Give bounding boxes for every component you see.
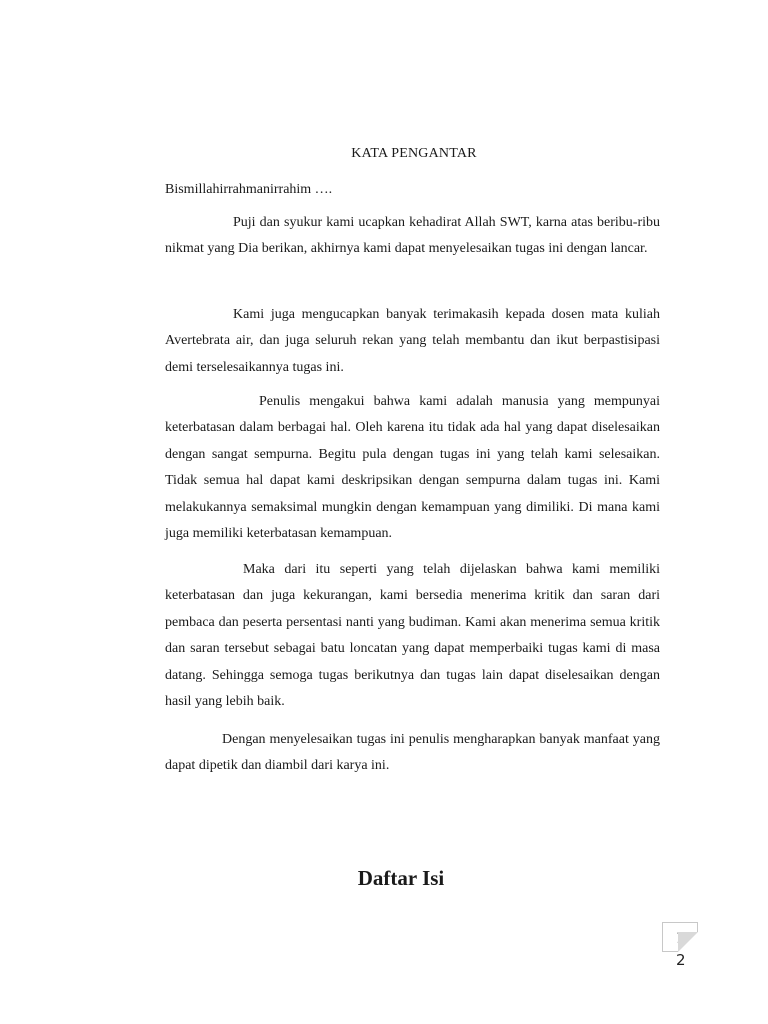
salutation: Bismillahirrahmanirrahim …. — [165, 182, 333, 197]
paragraph-3: Penulis mengakui bahwa kami adalah manusia yang mempunyai keterbatasan dalam berbagai hal. Oleh karena itu tidak ada hal yang dapat diselesaikan dengan sangat sempurna. Begitu pula dengan tugas ini yang telah kami selesaikan. Tidak semua hal dapat kami deskripsikan dengan sempurna dalam tugas ini. Kami melakukannya semaksimal mungkin dengan kemampuan yang dimiliki. Di mana kami juga memiliki keterbatasan kemampuan. — [165, 394, 660, 542]
page-number: 12 — [676, 929, 686, 969]
paragraph-2: Kami juga mengucapkan banyak terimakasih kepada dosen mata kuliah Avertebrata air, dan juga seluruh rekan yang telah membantu dan ikut berpastisipasi demi terselesaikannya tugas ini. — [165, 307, 660, 375]
paragraph-4: Maka dari itu seperti yang telah dijelaskan bahwa kami memiliki keterbatasan dan juga kekurangan, kami bersedia menerima kritik dan saran dari pembaca dan peserta persentasi nanti yang budiman. Kami akan menerima semua kritik dan saran tersebut sebagai batu loncatan yang dapat memperbaiki tugas kami di masa datang. Sehingga semoga tugas berikutnya dan tugas lain dapat diselesaikan dengan hasil yang lebih baik. — [165, 562, 660, 710]
table-of-contents-heading: Daftar Isi — [357, 866, 445, 890]
page-title: KATA PENGANTAR — [351, 146, 477, 161]
paragraph-1: Puji dan syukur kami ucapkan kehadirat Allah SWT, karna atas beribu-ribu nikmat yang Dia berikan, akhirnya kami dapat menyelesaikan tugas ini dengan lancar. — [165, 215, 660, 257]
paragraph-5: Dengan menyelesaikan tugas ini penulis mengharapkan banyak manfaat yang dapat dipetik dan diambil dari karya ini. — [165, 732, 660, 774]
page-number-box — [662, 922, 698, 969]
